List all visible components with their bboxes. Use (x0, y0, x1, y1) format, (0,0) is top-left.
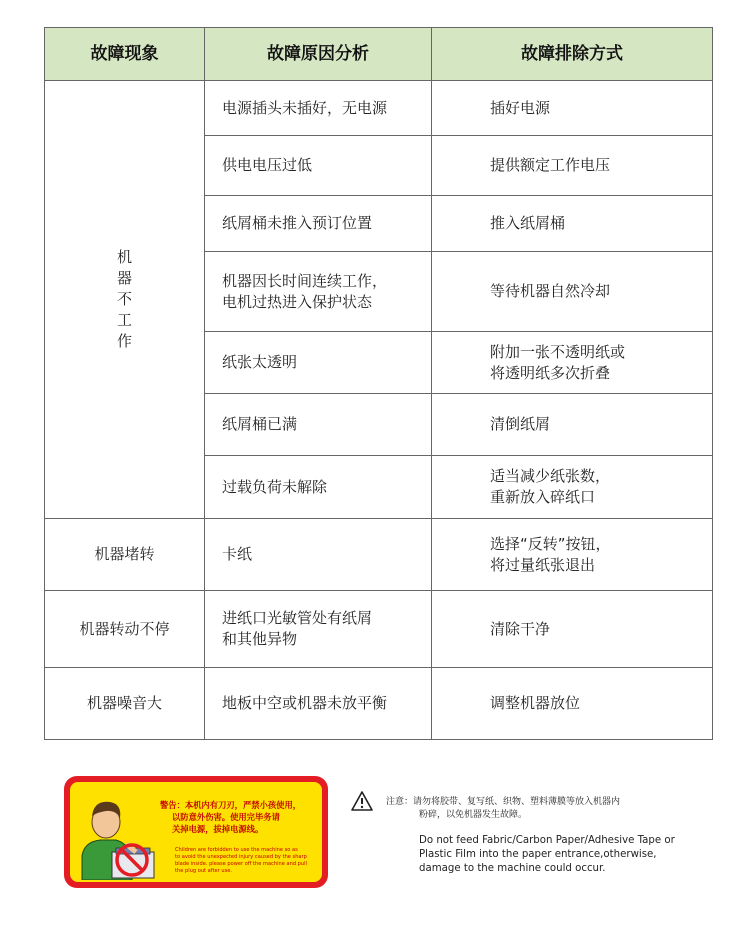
warning-label-inner (70, 782, 322, 882)
symptom-machine-keeps-running: 机器转动不停 (45, 591, 205, 668)
cause-cell: 纸屑桶未推入预订位置 (205, 196, 432, 252)
table-row (45, 591, 713, 668)
table-row (45, 668, 713, 740)
warning-en-text: Children are forbidden to use the machine so as to avoid the unexpected injury caused by the sharp blade inside. please power off the machine and pull the plug out after use. (175, 847, 307, 874)
fix-cell: 推入纸屑桶 (432, 196, 713, 252)
troubleshooting-table (44, 27, 713, 740)
child-safety-warning-label (64, 776, 328, 888)
symptom-machine-jammed: 机器堵转 (45, 519, 205, 591)
cause-cell: 电源插头未插好，无电源 (205, 81, 432, 136)
fix-cell: 适当减少纸张数， 重新放入碎纸口 (432, 456, 713, 519)
child-shredder-warning-icon (72, 786, 156, 880)
fix-cell: 附加一张不透明纸或 将透明纸多次折叠 (432, 332, 713, 394)
caution-triangle-icon (350, 790, 374, 812)
header-symptom: 故障现象 (45, 28, 205, 81)
fix-cell: 插好电源 (432, 81, 713, 136)
note-en-text: Do not feed Fabric/Carbon Paper/Adhesive Tape or Plastic Film into the paper entrance,otherwise, damage to the machine could occur. (419, 835, 675, 874)
fix-cell: 清倒纸屑 (432, 394, 713, 456)
symptom-machine-not-working: 机 器 不 工 作 (45, 81, 205, 519)
header-fix: 故障排除方式 (432, 28, 713, 81)
fix-cell: 选择“反转”按钮， 将过量纸张退出 (432, 519, 713, 591)
symptom-machine-noisy: 机器噪音大 (45, 668, 205, 740)
warning-cn-text: 警告：本机内有刀刃，严禁小孩使用， 以防意外伤害。使用完毕务请 关掉电源，拔掉电源线。 (160, 800, 302, 834)
cause-cell: 过载负荷未解除 (205, 456, 432, 519)
cause-cell: 卡纸 (205, 519, 432, 591)
cause-cell: 机器因长时间连续工作， 电机过热进入保护状态 (205, 252, 432, 332)
fix-cell: 提供额定工作电压 (432, 136, 713, 196)
fix-cell: 调整机器放位 (432, 668, 713, 740)
table-row (45, 519, 713, 591)
cause-cell: 地板中空或机器未放平衡 (205, 668, 432, 740)
note-cn-text: 注意：请勿将胶带、复写纸、织物、塑料薄膜等放入机器内 粉碎，以免机器发生故障。 (386, 797, 621, 820)
cause-cell: 纸张太透明 (205, 332, 432, 394)
cause-cell: 进纸口光敏管处有纸屑 和其他异物 (205, 591, 432, 668)
fix-cell: 等待机器自然冷却 (432, 252, 713, 332)
cause-cell: 纸屑桶已满 (205, 394, 432, 456)
table-header-row (45, 28, 713, 81)
table-row (45, 81, 713, 136)
fix-cell: 清除干净 (432, 591, 713, 668)
cause-cell: 供电电压过低 (205, 136, 432, 196)
header-cause: 故障原因分析 (205, 28, 432, 81)
